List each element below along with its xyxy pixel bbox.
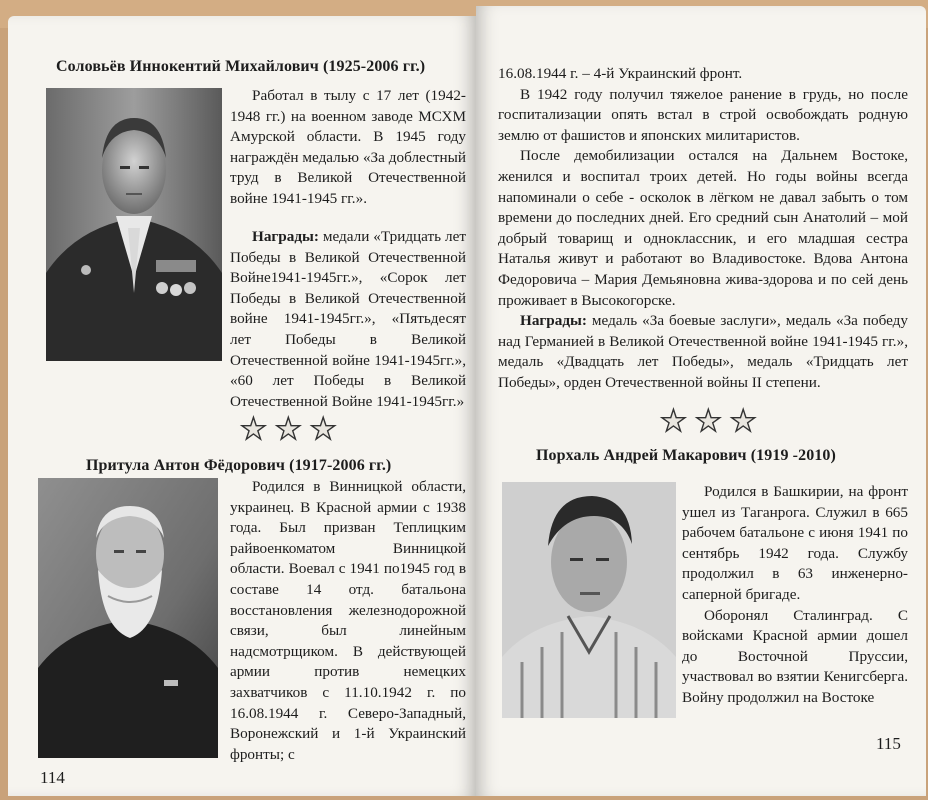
portrait-photo-pritula <box>38 478 218 758</box>
section3-heading: Порхаль Андрей Макарович (1919 -2010) <box>536 447 836 464</box>
continuation-text <box>498 64 908 394</box>
continuation-paragraph-1: 16.08.1944 г. – 4-й Украинский фронт. <box>498 65 743 82</box>
right-page <box>476 6 926 796</box>
section3-paragraph-2: Оборонял Сталинград. С войсками Красной армии дошел до Восточной Пруссии, участвовал во взятии Кенигсберга. Войну продолжил на Востоке <box>682 606 908 706</box>
page-number-left: 114 <box>40 768 65 787</box>
continuation-paragraph-2: В 1942 году получил тяжелое ранение в грудь, но после госпитализации опять встал в строй освобождать родную землю от фашистов и японских милитаристов. <box>498 85 908 144</box>
section3-paragraph-1: Родился в Башкирии, на фронт ушел из Таганрога. Служил в 665 рабочем батальоне с июня 1941 по сентябрь 1942 года. Службу продолжил в 63 инженерно-саперной бригаде. <box>682 483 908 603</box>
awards-text: медали «Тридцать лет Победы в Великой Отечественной Войне1941-1945гг.», «Сорок лет Победы в Великой Отечественной войне 1941-1945гг.», «Пятьдесят лет Победы в Великой Отечественной войне 1941-1945гг.», «60 лет Победы в Великой Отечественной Войне 1941-1945гг.» <box>230 228 466 410</box>
section1-awards <box>30 227 466 412</box>
star-separator-icon: ★★★ <box>660 405 765 438</box>
left-page <box>8 16 476 796</box>
section2-body <box>230 477 466 765</box>
portrait-photo-porkhal <box>502 482 676 718</box>
star-separator-icon: ★★★ <box>240 413 345 446</box>
section1-heading: Соловьёв Иннокентий Михайлович (1925-2006 гг.) <box>56 58 426 75</box>
section3-body <box>682 482 908 709</box>
awards-text: медаль «За боевые заслуги», медаль «За победу над Германией в Великой Отечественной войне 1941-1945 гг.», медаль «Двадцать лет Победы», медаль «Тридцать лет Победы», орден Отечественной войны II степени. <box>498 312 908 391</box>
page-number-right: 115 <box>876 734 901 753</box>
awards-label: Награды: <box>252 228 319 245</box>
section1-body <box>230 86 466 210</box>
section2-heading: Притула Антон Фёдорович (1917-2006 гг.) <box>86 457 392 474</box>
awards-label: Награды: <box>520 312 587 330</box>
section1-paragraph: Работал в тылу с 17 лет (1942-1948 гг.) на военном заводе МСХМ Амурской области. В 1945 году награждён медалью «За доблестный труд в Великой Отечественной войне 1941-1945 гг.». <box>230 87 466 207</box>
continuation-paragraph-3: После демобилизации остался на Дальнем Востоке, женился и воспитал троих детей. Но годы войны всегда напоминали о себе - осколок в лёгком не давал забыть о том времени до последних дней. Его средний сын Анатолий – мой добрый товарищ и одноклассник, и его младшая сестра Наталья живут и работают во Владивостоке. Вдова Антона Федоровича – Мария Демьяновна жива-здорова и по сей день проживает в Высокогорске. <box>498 147 908 309</box>
section2-paragraph: Родился в Винницкой области, украинец. В Красной армии с 1938 года. Был призван Теплицким райвоенкоматом Винницкой области. Воевал с 1941 по1945 год в составе 14 отд. батальона восстановления железнодорожной связи, был линейным надсмотрщиком. В действующей армии против немецких захватчиков с 11.10.1942 г. по 16.08.1944 г. Северо-Западный, Воронежский и 1-й Украинский фронты; с <box>230 478 466 763</box>
